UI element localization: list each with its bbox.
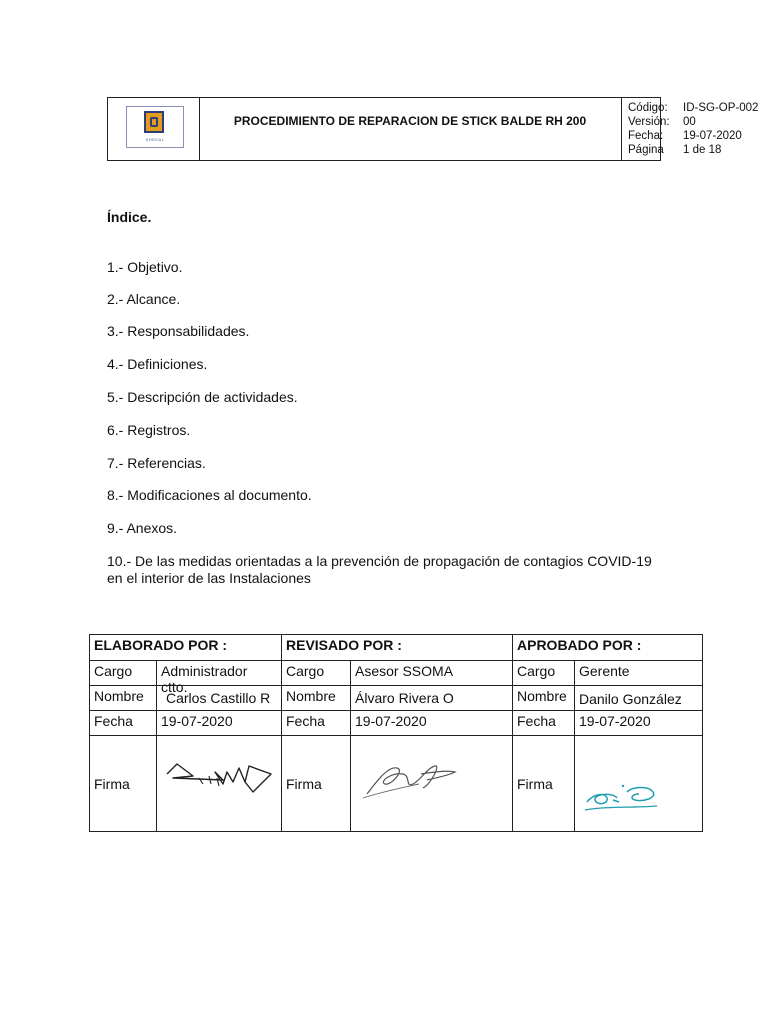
signature-revisado-icon (361, 758, 461, 800)
approval-table (89, 634, 703, 832)
aprobado-heading: APROBADO POR : (513, 635, 702, 661)
aprobado-cargo: Gerente (575, 661, 702, 686)
company-logo (126, 106, 184, 148)
aprobado-nombre: Danilo González (575, 686, 702, 711)
meta-date: Fecha: 19-07-2020 (628, 130, 742, 142)
meta-version: Versión: 00 (628, 116, 696, 128)
index-item: 10.- De las medidas orientadas a la prevención de propagación de contagios COVID-19 en el interior de las Instalaciones (107, 553, 652, 586)
logo-cell (108, 98, 200, 160)
nombre-label: Nombre (513, 686, 575, 711)
nombre-label: Nombre (282, 686, 351, 711)
meta-cell (621, 98, 761, 160)
signature-aprobado-icon (583, 780, 663, 816)
revisado-nombre: Álvaro Rivera O (351, 686, 513, 711)
index-item: 2.- Alcance. (107, 291, 181, 307)
cargo-label: Cargo (513, 661, 575, 686)
elaborado-fecha: 19-07-2020 (157, 711, 282, 736)
cargo-label: Cargo (90, 661, 157, 686)
elaborado-heading: ELABORADO POR : (90, 635, 282, 661)
index-item: 8.- Modificaciones al documento. (107, 487, 312, 503)
cargo-label: Cargo (282, 661, 351, 686)
title-cell (199, 98, 622, 160)
index-item: 9.- Anexos. (107, 520, 178, 536)
document-title: PROCEDIMIENTO DE REPARACION DE STICK BALDE RH 200 (233, 114, 587, 128)
revisado-cargo: Asesor SSOMA (351, 661, 513, 686)
index-item: 6.- Registros. (107, 422, 191, 438)
index-title: Índice. (107, 209, 152, 225)
fecha-label: Fecha (90, 711, 157, 736)
revisado-firma (351, 736, 513, 831)
firma-label: Firma (282, 736, 351, 831)
index-item: 4.- Definiciones. (107, 356, 208, 372)
index-item: 1.- Objetivo. (107, 259, 183, 275)
elaborado-cargo: Administrador ctto. (157, 661, 282, 686)
index-item: 7.- Referencias. (107, 455, 206, 471)
nombre-label: Nombre (90, 686, 157, 711)
aprobado-firma (575, 736, 702, 831)
index-item: 5.- Descripción de actividades. (107, 389, 298, 405)
revisado-heading: REVISADO POR : (282, 635, 513, 661)
revisado-fecha: 19-07-2020 (351, 711, 513, 736)
aprobado-fecha: 19-07-2020 (575, 711, 702, 736)
firma-label: Firma (513, 736, 575, 831)
meta-page: Página 1 de 18 (628, 144, 722, 156)
fecha-label: Fecha (282, 711, 351, 736)
fecha-label: Fecha (513, 711, 575, 736)
signature-elaborado-icon (163, 760, 275, 800)
index-item: 3.- Responsabilidades. (107, 323, 250, 339)
meta-code: Código: ID-SG-OP-002 (628, 102, 759, 114)
elaborado-firma (157, 736, 282, 831)
document-header-table (107, 97, 759, 161)
logo-text: SHEKAL (145, 137, 165, 142)
firma-label: Firma (90, 736, 157, 831)
elaborado-nombre: Carlos Castillo R (157, 686, 282, 711)
logo-emblem-icon (144, 111, 164, 133)
